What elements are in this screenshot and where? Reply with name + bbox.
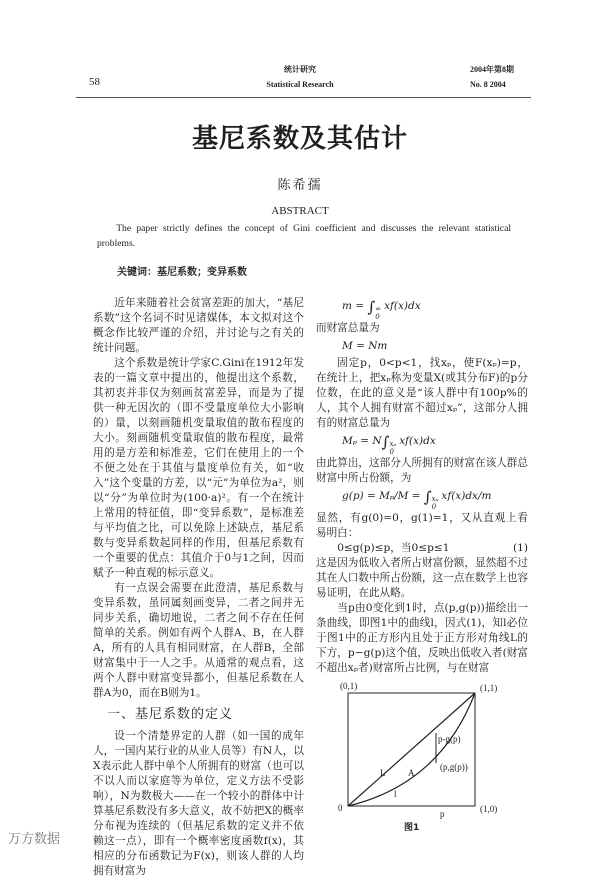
abstract-heading: ABSTRACT [271, 205, 329, 217]
label-L: L [380, 768, 386, 778]
paragraph: 固定p，0<p<1，找xₚ，使F(xₚ)=p，在统计上，把xₚ称为变量X(或其分布F)的p分位数，在此的意义是“该人群中有100p%的人，其个人拥有财富不超过xₚ”，这部分人拥有的财富总量为 [316, 357, 528, 429]
text-total-wealth: 而财富总量为 [316, 322, 380, 334]
integrand: xf(x)dx [384, 300, 421, 312]
right-column [316, 296, 528, 832]
upper-limit: xₚ [389, 440, 397, 448]
paragraph: 由此算出，这部分人所拥有的财富在该人群总财富中所占份额，为 [316, 457, 528, 484]
label-gap: p-g(p) [438, 734, 461, 744]
integral-sign: ∫ [423, 488, 432, 506]
label-0-1: (0,1) [340, 681, 358, 691]
author: 陈希孺 [277, 178, 323, 193]
label-point: (p,g(p)) [440, 762, 468, 772]
watermark: 万方数据 [8, 832, 61, 847]
paragraph: 显然，有g(0)=0，g(1)=1，又从直观上看易明白： [316, 512, 528, 539]
integral-sign: ∫ [381, 433, 390, 451]
paragraph: 设一个清楚界定的人群（如一国的成年人，一国内某行业的从业人员等）有N人，以X表示此人群中单个人所拥有的财富（也可以不以人而以家庭等为单位，定义方法不受影响），N为数极大——在一个较小的群体中计算基尼系数没有多大意义，故不妨把X的概率分布视为连续的（但基尼系数的定义并不依赖这一点），即有一个概率密度函数f(x)，其相应的分布函数记为F(x)，则该人群的人均拥有财富为 [93, 730, 304, 877]
paragraph: 近年来随着社会贫富差距的加大，“基尼系数”这个名词不时见诸媒体，本文拟对这个概念作比较严谨的介绍，并讨论与之有关的统计问题。 [93, 297, 304, 354]
keywords: 关键词：基尼系数；变异系数 [117, 267, 247, 278]
diagonal-L [348, 693, 475, 806]
equation-number: (1) [512, 542, 528, 554]
formula-mean [316, 296, 528, 321]
integrand: xf(x)dx/m [441, 490, 492, 502]
paragraph: 当p由0变化到1时，点(p,g(p))描绘出一条曲线，即图1中的曲线l，因式(1)，知l必位于图1中的正方形内且处于正方形对角线L的下方，p−g(p)这个值，反映出低收入者(财富不超出xₚ者)财富所占比例，与在财富 [316, 602, 528, 674]
inequality-line [316, 541, 528, 556]
formula-mp [316, 431, 528, 456]
issue-cn: 2004年第8期 [470, 65, 514, 74]
label-1-1: (1,1) [480, 683, 498, 693]
paragraph: 有一点误会需要在此澄清，基尼系数与变异系数，虽同属刻画变异，二者之间并无同步关系，确切地说，二者之间不存在任何简单的关系。例如有两个人群A、B，在人群A，所有的人具有相同财富，在人群B，全部财富集中于一人之手。从通常的观点看，这两个人群中财富变异都小，但基尼系数在人群A为0，而在B则为1。 [93, 582, 304, 699]
label-l: l [394, 789, 397, 799]
journal-name-cn: 统计研究 [284, 65, 316, 74]
formula-lhs: m = [342, 300, 368, 312]
paragraph: 这个系数是统计学家C.Gini在1912年发表的一篇文章中提出的，他提出这个系数，其初衷并非仅为刻画贫富差异，而是为了提供一种无因次的（即不受量度单位大小影响的）量，以刻画随机变量取值的散布程度的大小。刻画随机变量取值的散布程度，最常用的是方差和标准差，它们在使用上的一个不便之处在于其值与量度单位有关，如“收入”这个变量的方差，以“元”为单位为a²，则以“分”为单位时为(100·a)²。有一个在统计上常用的特征值，即“变异系数”，是标准差与平均值之比，可以免除上述缺点，基尼系数与变异系数起同样的作用，但基尼系数有一个重要的优点：其值介于0与1之间，因而赋予一种直观的标示意义。 [93, 357, 304, 579]
formula-lhs: g(p) = Mₚ/M = [342, 490, 424, 502]
left-column [93, 296, 304, 879]
figure-caption: 图1 [404, 823, 420, 832]
label-origin: 0 [338, 803, 343, 813]
issue-en: No. 8 2004 [470, 80, 506, 89]
formula-lhs: Mₚ = N [342, 435, 382, 447]
header-rule [76, 97, 531, 98]
page-number: 58 [89, 76, 100, 88]
journal-name-en: Statistical Research [266, 80, 334, 89]
formula-g [316, 486, 528, 511]
lower-limit: 0 [389, 448, 394, 456]
inequality: 0≤g(p)≤p，当0≤p≤1 [337, 542, 450, 554]
integral-sign: ∫ [367, 298, 376, 316]
paragraph: 这是因为低收入者所占财富份额，显然超不过其在人口数中所占份额，这一点在数学上也容易证明，在此从略。 [316, 557, 528, 599]
lower-limit: 0 [375, 313, 380, 321]
integrand: xf(x)dx [399, 435, 436, 447]
upper-limit: xₚ [431, 495, 439, 503]
label-p: p [440, 809, 445, 819]
upper-limit: ∞ [375, 305, 382, 313]
section-heading: 一、基尼系数的定义 [107, 707, 234, 722]
abstract-text: The paper strictly defines the concept of Gini coefficient and discusses the relevant statistical problems. [97, 223, 511, 249]
label-1-0: (1,0) [480, 804, 498, 814]
label-A: A [408, 768, 415, 778]
figure-lorenz-curve [330, 680, 526, 832]
paper-title: 基尼系数及其估计 [191, 124, 408, 154]
formula-total: M = Nm [342, 340, 388, 352]
lower-limit: 0 [431, 503, 437, 511]
